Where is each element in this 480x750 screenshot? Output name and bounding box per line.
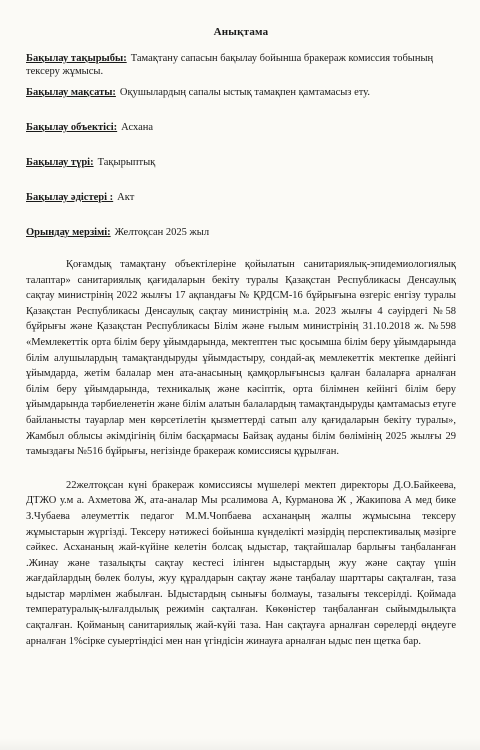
field-label: Бақылау түрі: bbox=[26, 157, 94, 168]
field-label: Бақылау объектісі: bbox=[26, 122, 118, 133]
field-value: Асхана bbox=[121, 122, 154, 133]
field-label: Бақылау мақсаты: bbox=[26, 87, 116, 98]
field-label: Бақылау әдістері : bbox=[26, 192, 114, 203]
body-paragraph-inspection: 22желтоқсан күні бракераж комиссиясы мүшелері мектеп директоры Д.О.Байкеева, ДТЖО у.м а. Ахметова Ж, ата-аналар Мы рсалимова А, Курманова Ж , Жакипова А мед бике З.Чубаева әлеуметтік педагог М.М.Чопбаева асханаңың жалпы жұмысына тексеру жұмыстарын жүргізді. Тексеру нәтижесі бойынша күнделікті мәзірдің перспективалық мәзірге сәйкес. Асхананың жай-күйіне келетін болсақ ыдыстар, тақтайшалар барлығы таңбаланған .Жинау және тазалықты сақтау кестесі ілінген ыдыстардың жуу және сақтау үшін жағдайлардың бөлек болуы, жуу құралдарын сақтау және таңбалау шарттары сақталған, таза ыдыстар мәрлімен жабылған. Ыдыстардың сынығы болмауы, тазалығы тексерілді. Қоймада температуралық-ылғалдылық режимін сақталған. Көкөністер таңбаланған сыйымдылықта сақталған. Қойманың санитариялық жай-күйі таза. Нан сақтауға арналған сөрелерді өңдеуге арналған 1%сірке суыертіндісі мен нан үгіндісін жинауға арналған ыдыс пен щетка бар. bbox=[26, 479, 456, 647]
field-label: Бақылау тақырыбы: bbox=[26, 53, 127, 64]
field-label: Орындау мерзімі: bbox=[26, 227, 111, 238]
field-value: Желтоқсан 2025 жыл bbox=[114, 227, 210, 238]
scan-shadow bbox=[0, 738, 480, 750]
field-value: Тамақтану сапасын бақылау бойынша бракераж комиссия тобының тексеру жұмысы. bbox=[26, 53, 434, 77]
document-title: Анықтама bbox=[213, 26, 269, 38]
field-value: Тақырыптық bbox=[97, 157, 156, 168]
field-control-method bbox=[26, 191, 456, 204]
field-control-type bbox=[26, 156, 456, 169]
field-value: Акт bbox=[117, 192, 135, 203]
field-control-topic bbox=[26, 52, 456, 78]
field-deadline bbox=[26, 226, 456, 239]
field-value: Оқушылардың сапалы ыстық тамақпен қамтамасыз ету. bbox=[119, 87, 371, 98]
field-control-object bbox=[26, 121, 456, 134]
field-control-goal bbox=[26, 86, 456, 99]
body-paragraph-basis: Қоғамдық тамақтану объектілеріне қойылатын санитариялық-эпидемиологиялық талаптар» санитариялық қағидаларын бекіту туралы Қазақстан Республикасы Денсаулық сақтау министрінің 2022 жылғы 17 ақпандағы № ҚРДСМ-16 бұйрығына өзгеріс енгізу туралы Қазақстан Республикасы Денсаулық сақтау министрінің м.а. 2023 жылғы 4 сәуірдегі №58 бұйрығы және Қазақстан Республикасы Білім және ғылым министрінің 31.10.2018 ж. №598 «Мемлекеттік орта білім беру ұйымдарында, мектептен тыс қосымша білім беру ұйымдарында білім алушылардың тамақтандыруды ұйымдастыру, сондай-ақ мемлекеттік мектепке дейінгі ұйымдарда, жетім балалар мен ата-анасының қамқорлығынсыз қалған балаларға арналған білім беру ұйымдарында, техникалық және кәсіптік, орта білімнен кейінгі білім беру ұйымдарында тәрбиеленетін және білім алатын балалардың тамақтандыруды қамтамасыз етуге байланысты тауарлар мен көрсетілетін қызметтерді сатып алу қағидаларын бекіту туралы», Жамбыл облысы әкімдігінің білім басқармасы Байзақ ауданы білім бөлімінің 2025 жылғы 29 тамыздағы №516 бұйрығы, негізінде бракераж комиссиясы құрылған. bbox=[26, 259, 456, 458]
